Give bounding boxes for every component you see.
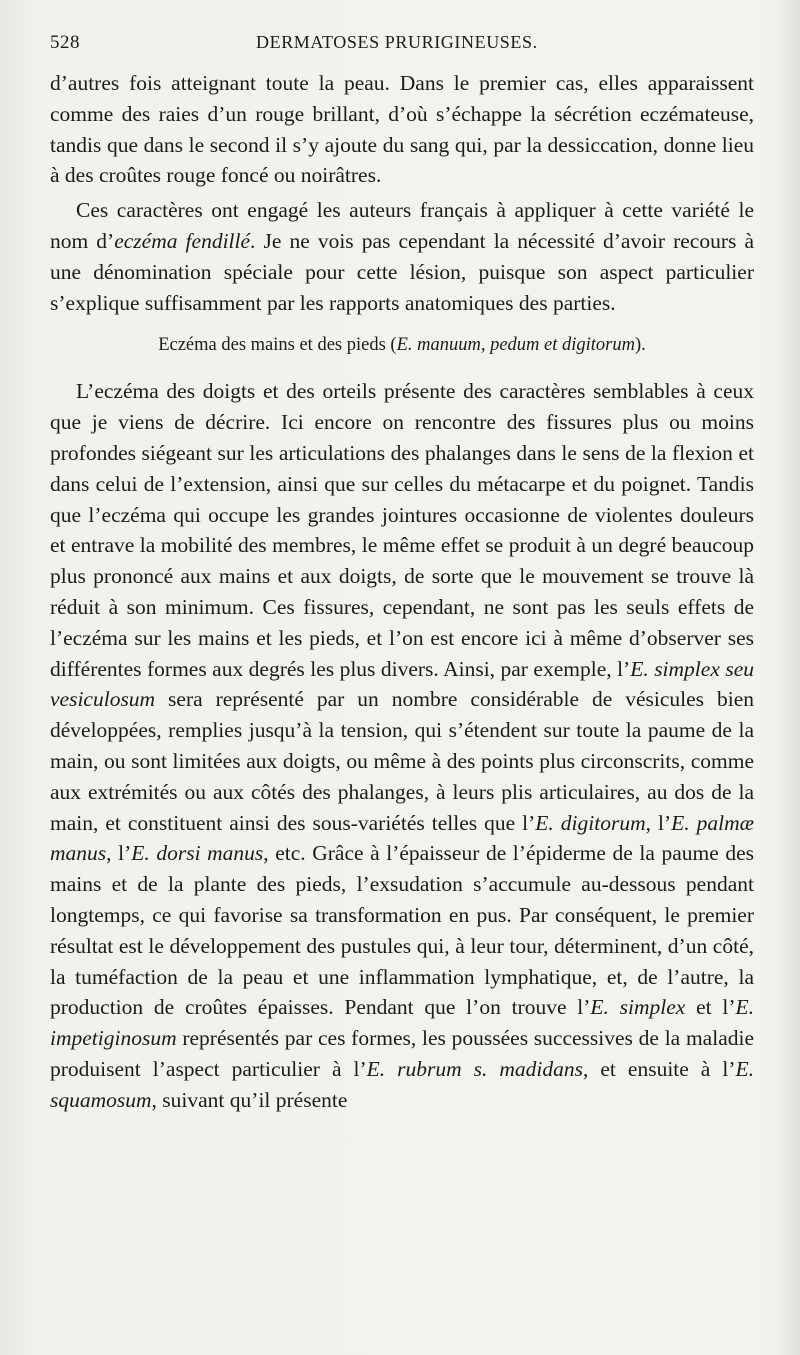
- italic-term: E. simplex seu vesiculosum: [50, 656, 754, 712]
- text-run: L’eczéma des doigts et des orteils présente des caractères semblables à ceux que je viens de décrire. Ici encore on rencontre des fissures plus ou moins profondes siégeant sur les articulations des phalanges dans le sens de la flexion et dans celui de l’extension, ainsi que sur celles du métacarpe et du poignet. Tandis que l’eczéma qui occupe les grandes jointures occasionne de violentes douleurs et entrave la mobilité des membres, le même effet se produit à un degré beaucoup plus prononcé aux mains et aux doigts, de sorte que le mouvement se trouve là réduit à son minimum. Ces fissures, cependant, ne sont pas les seuls effets de l’eczéma sur les mains et les pieds, et l’on est encore ici à même d’observer ses différentes formes aux degrés les plus divers. Ainsi, par exemple, l’: [50, 379, 754, 681]
- page-header: [50, 32, 752, 62]
- italic-term: E. dorsi manus: [131, 841, 264, 866]
- italic-term: E. simplex: [590, 995, 686, 1020]
- italic-term: E. digitorum: [535, 810, 646, 835]
- text-run: , etc. Grâce à l’épaisseur de l’épiderme de la paume des mains et de la plante des pieds, l’exsudation s’accumule au-dessous pendant longtemps, ce qui favorise sa transformation en pus. Par conséquent, le premier résultat est le développement des pustules qui, à leur tour, déterminent, d’un côté, la tuméfaction de la peau et une inflammation lymphatique, et, de l’autre, la production de croûtes épaisses. Pendant que l’on trouve l’: [50, 841, 755, 1020]
- text-run: , l’: [645, 810, 672, 835]
- page-number: 528: [50, 32, 80, 53]
- paragraph-2: [50, 195, 754, 318]
- section-heading: [50, 332, 754, 358]
- heading-text: Eczéma des mains et des pieds (: [158, 335, 397, 356]
- italic-term: eczéma fendillé: [114, 228, 251, 253]
- text-run: sera représenté par un nombre considérable de vésicules bien développées, remplies jusqu’à la tension, qui s’étendent sur toute la paume de la main, ou sont limitées aux doigts, ou même à des points plus circonscrits, comme aux extrémités ou aux côtés des phalanges, à leurs plis articulaires, au dos de la main, et constituent ainsi des sous-variétés telles que l’: [50, 687, 754, 835]
- italic-term: E. rubrum s. madidans: [366, 1056, 584, 1081]
- text-run: et l’: [685, 995, 736, 1020]
- text-run: , et ensuite à l’: [583, 1056, 736, 1081]
- italic-term: E. impetiginosum: [50, 995, 754, 1051]
- italic-term: E. squamosum: [50, 1056, 754, 1112]
- italic-term: E. palmæ manus: [50, 810, 754, 866]
- paragraph-3: [50, 376, 754, 1115]
- heading-text: ).: [635, 335, 646, 356]
- text-run: Ces caractères ont engagé les auteurs français à appliquer à cette variété le nom d’: [50, 198, 754, 253]
- text-run: , suivant qu’il présente: [151, 1087, 348, 1112]
- page-edge-shadow: [780, 0, 800, 1355]
- body-text: [50, 68, 754, 1116]
- paragraph-1: d’autres fois atteignant toute la peau. Dans le premier cas, elles apparaissent comme des raies d’un rouge brillant, d’où s’échappe la sécrétion eczémateuse, tandis que dans le second il s’y ajoute du sang qui, par la dessiccation, donne lieu à des croûtes rouge foncé ou noirâtres.: [50, 71, 754, 188]
- heading-latin-term: E. manuum, pedum et digitorum: [396, 335, 635, 356]
- text-run: , l’: [106, 841, 132, 866]
- running-title: DERMATOSES PRURIGINEUSES.: [256, 32, 538, 52]
- text-run: représentés par ces formes, les poussées successives de la maladie produisent l’aspect particulier à l’: [50, 1026, 754, 1081]
- text-run: . Je ne vois pas cependant la nécessité d’avoir recours à une dénomination spéciale pour cette lésion, puisque son aspect particulier s’explique suffisamment par les rapports anatomiques des parties.: [50, 228, 754, 315]
